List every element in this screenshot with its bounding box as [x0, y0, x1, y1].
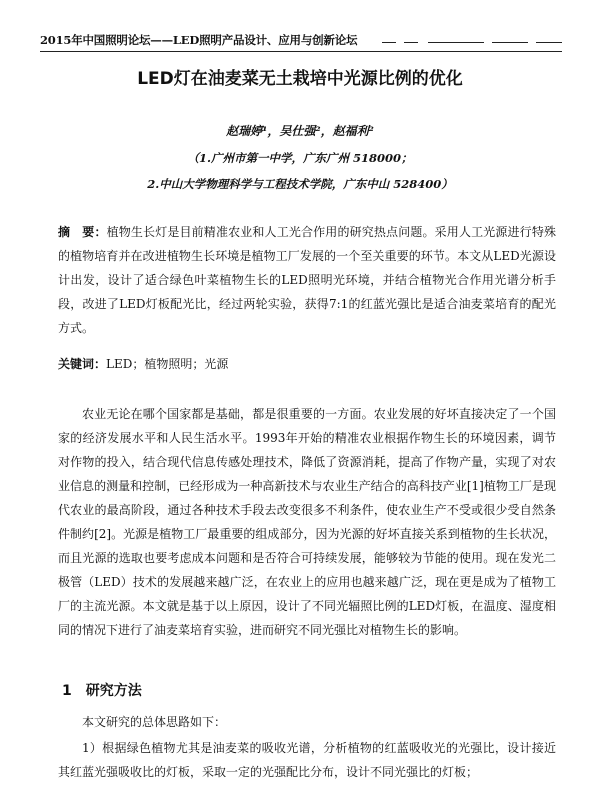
method-item: 1）根据绿色植物尤其是油麦菜的吸收光谱，分析植物的红蓝吸收光的光强比，设计接近其红蓝光强吸收比的灯板，采取一定的光强配比分布，设计不同光强比的灯板；: [58, 741, 556, 779]
header-dash: [492, 42, 528, 43]
abstract-label: 摘 要：: [58, 225, 107, 239]
section-heading: [62, 680, 156, 700]
author-list: 赵瑞婷¹，吴仕强²，赵福利²: [226, 124, 374, 138]
header-dash: [404, 42, 418, 43]
abstract-text: 植物生长灯是目前精准农业和人工光合作用的研究热点问题。采用人工光源进行特殊的植物培育并在改进植物生长环境是植物工厂发展的一个至关重要的环节。本文从LED光源设计出发，设计了适合绿色叶菜植物生长的LED照明光环境，并结合植物光合作用光谱分析手段，改进了LED灯板配光比，经过两轮实验，获得7:1的红蓝光强比是适合油麦菜培育的配光方式。: [58, 225, 556, 335]
keywords-label: 关键词：: [58, 357, 107, 371]
section-number: 1: [62, 683, 72, 699]
keywords: [58, 352, 556, 376]
paper-title: LED灯在油麦菜无土栽培中光源比例的优化: [137, 69, 463, 89]
header-rule: [40, 51, 562, 52]
intro-paragraph: 农业无论在哪个国家都是基础，都是很重要的一方面。农业发展的好坏直接决定了一个国家的经济发展水平和人民生活水平。1993年开始的精准农业根据作物生长的环境因素，调节对作物的投入，结合现代信息传感处理技术，降低了资源消耗，提高了作物产量，实现了对农业信息的测量和控制，已经形成为一种高新技术与农业生产结合的高科技产业[1]植物工厂是现代农业的最高阶段，通过各种技术手段去改变很多不利条件，使农业生产不受或很少受自然条件制约[2]。光源是植物工厂最重要的组成部分，因为光源的好坏直接关系到植物的生长状况，而且光源的选取也要考虑成本问题和是否符合可持续发展，能够较为节能的使用。现在发光二极管（LED）技术的发展越来越广泛，在农业上的应用也越来越广泛，现在更是成为了植物工厂的主流光源。本文就是基于以上原因，设计了不同光辐照比例的LED灯板，在温度、湿度相同的情况下进行了油麦菜培育实验，进而研究不同光强比对植物生长的影响。: [58, 407, 556, 637]
header-dash: [536, 42, 562, 43]
section-title: 研究方法: [85, 683, 142, 699]
header-dash: [382, 42, 396, 43]
method-intro: 本文研究的总体思路如下：: [82, 715, 227, 729]
header-text: 2015年中国照明论坛——LED照明产品设计、应用与创新论坛: [40, 33, 358, 47]
abstract: [58, 220, 556, 340]
running-header: [40, 30, 562, 52]
affiliation-line: （1.广州市第一中学，广东广州 518000；: [187, 151, 413, 165]
affiliation-line: 2.中山大学物理科学与工程技术学院，广东中山 528400）: [147, 177, 453, 191]
header-dash: [428, 42, 484, 43]
keywords-text: LED；植物照明；光源: [106, 357, 229, 371]
